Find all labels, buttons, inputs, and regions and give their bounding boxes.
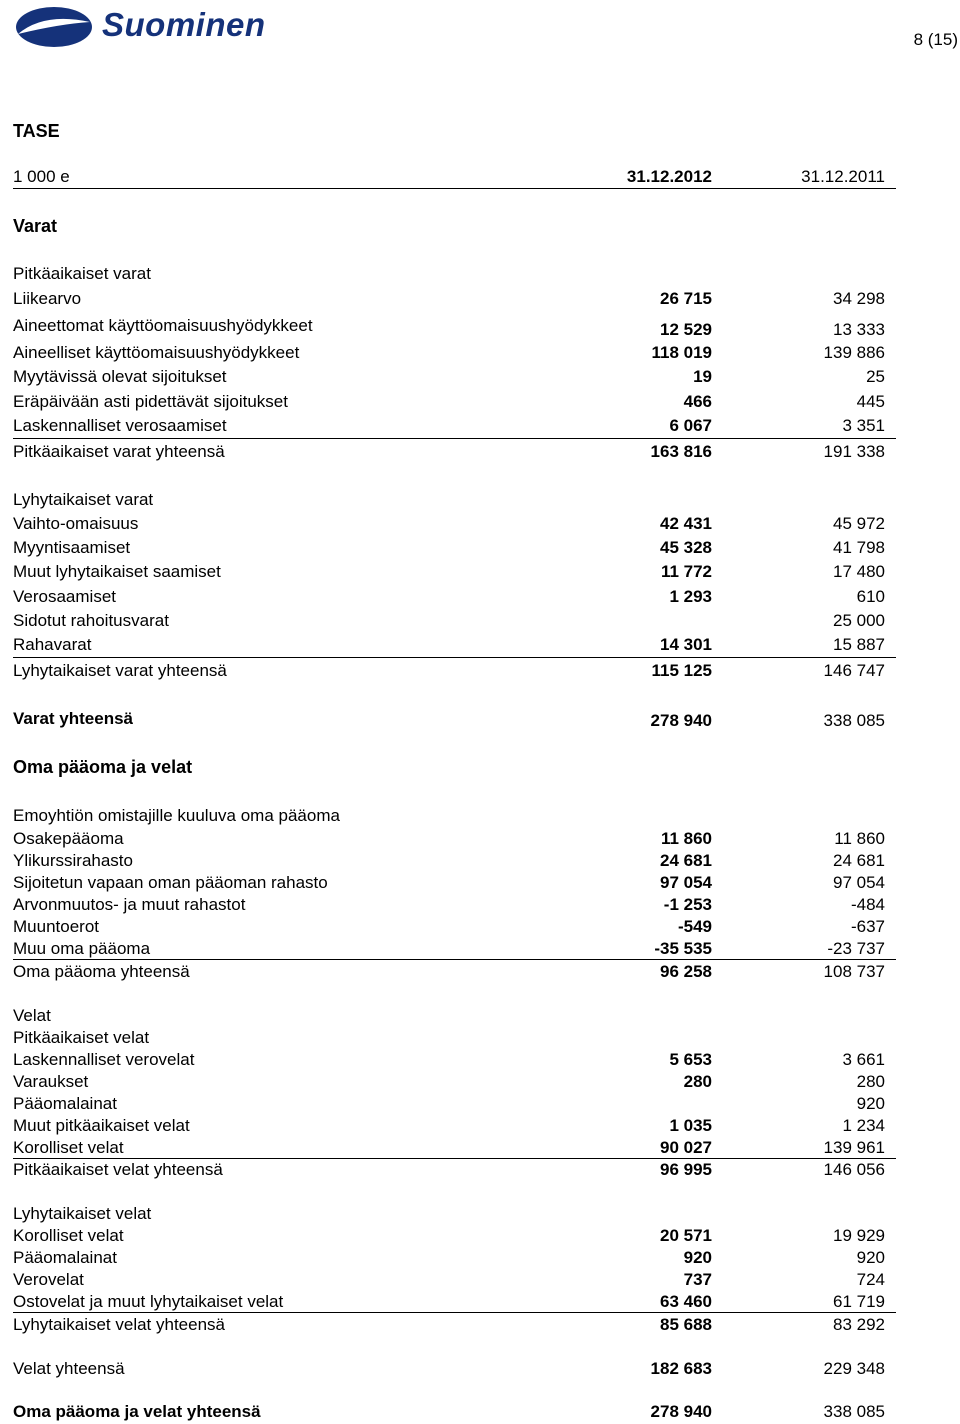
- value-2011: 24 681: [833, 851, 885, 870]
- value-2011: 920: [856, 1094, 885, 1113]
- table-row: [13, 316, 896, 338]
- section-label: Velat: [13, 1006, 51, 1025]
- value-2012: 24 681: [660, 851, 712, 870]
- row-label: Muut pitkäaikaiset velat: [13, 1116, 190, 1135]
- section-velat: [13, 1006, 896, 1028]
- subtotal-rule: [13, 1312, 896, 1313]
- table-row: [13, 1050, 896, 1072]
- table-row: [13, 873, 896, 895]
- section-emoyhtio: [13, 806, 896, 828]
- value-2011: 15 887: [833, 635, 885, 654]
- section-label: Lyhytaikaiset varat: [13, 490, 154, 509]
- value-2011: 3 661: [842, 1050, 885, 1069]
- table-row: [13, 611, 896, 633]
- row-label: Varaukset: [13, 1072, 89, 1091]
- table-row: [13, 538, 896, 560]
- table-row: [13, 1270, 896, 1292]
- column-header: [13, 167, 896, 189]
- table-row: [13, 829, 896, 851]
- table-row: [13, 851, 896, 873]
- value-2011: 25 000: [833, 611, 885, 630]
- value-2012: 737: [683, 1270, 712, 1289]
- table-row: [13, 939, 896, 961]
- row-label: Laskennalliset verosaamiset: [13, 416, 227, 435]
- table-row: [13, 562, 896, 584]
- value-2012: 26 715: [660, 289, 712, 308]
- table-row-total: [13, 709, 896, 731]
- row-label: Korolliset velat: [13, 1138, 124, 1157]
- row-label: Laskennalliset verovelat: [13, 1050, 195, 1069]
- table-row: [13, 416, 896, 438]
- table-row: [13, 635, 896, 657]
- value-2012: 280: [683, 1072, 712, 1091]
- brand-name: Suominen: [102, 6, 266, 43]
- value-2011: 13 333: [833, 320, 885, 339]
- row-label: Aineettomat käyttöomaisuushyödykkeet: [13, 316, 313, 335]
- logo-swoosh-icon: [14, 4, 94, 50]
- row-label: Lyhytaikaiset velat yhteensä: [13, 1315, 225, 1334]
- row-label: Pääomalainat: [13, 1248, 117, 1267]
- value-2011: 11 860: [834, 829, 885, 848]
- value-2012: 118 019: [651, 343, 712, 362]
- table-row: [13, 1116, 896, 1138]
- value-2011: 139 886: [823, 343, 885, 362]
- row-label: Rahavarat: [13, 635, 92, 654]
- row-label: Muu oma pääoma: [13, 939, 151, 958]
- value-2011: 17 480: [833, 562, 885, 581]
- section-label: Emoyhtiön omistajille kuuluva oma pääoma: [13, 806, 340, 825]
- row-label: Verosaamiset: [13, 587, 116, 606]
- table-row-subtotal: [13, 1315, 896, 1337]
- row-label: Sidotut rahoitusvarat: [13, 611, 169, 630]
- value-2011: 3 351: [842, 416, 885, 435]
- value-2011: 41 798: [833, 538, 885, 557]
- table-row: [13, 1094, 896, 1116]
- value-2011: 610: [856, 587, 885, 606]
- value-2011: 146 056: [823, 1160, 885, 1179]
- col-2012-header: 31.12.2012: [626, 167, 712, 186]
- value-2011: 724: [856, 1270, 885, 1289]
- row-label: Eräpäivään asti pidettävät sijoitukset: [13, 392, 288, 411]
- table-row-grand-total: [13, 1402, 896, 1424]
- value-2012: 12 529: [660, 320, 712, 339]
- value-2012: 63 460: [660, 1292, 712, 1311]
- value-2012: -35 535: [654, 939, 712, 958]
- row-label: Muuntoerot: [13, 917, 99, 936]
- row-label: Velat yhteensä: [13, 1359, 125, 1378]
- section-varat: Varat: [13, 216, 58, 236]
- value-2012: 96 995: [660, 1160, 712, 1179]
- row-label: Ylikurssirahasto: [13, 851, 133, 870]
- value-2012: 19: [693, 367, 712, 386]
- table-row: [13, 587, 896, 609]
- page-number: 8 (15): [913, 30, 958, 49]
- value-2011: 191 338: [823, 442, 885, 461]
- subtotal-rule: [13, 657, 896, 658]
- value-2012: 278 940: [650, 1402, 712, 1421]
- section-lyhytaikaiset-varat: [13, 490, 896, 512]
- section-label: Lyhytaikaiset velat: [13, 1204, 152, 1223]
- row-label: Osakepääoma: [13, 829, 124, 848]
- section-oma-paaoma-ja-velat: Oma pääoma ja velat: [13, 757, 193, 777]
- table-row-total: [13, 1359, 896, 1381]
- value-2012: 1 293: [669, 587, 712, 606]
- row-label: Ostovelat ja muut lyhytaikaiset velat: [13, 1292, 284, 1311]
- value-2011: 920: [856, 1248, 885, 1267]
- value-2011: 280: [856, 1072, 885, 1091]
- value-2011: 34 298: [833, 289, 885, 308]
- value-2011: 97 054: [833, 873, 885, 892]
- value-2012: 42 431: [660, 514, 712, 533]
- subtotal-rule: [13, 959, 896, 960]
- row-label: Varat yhteensä: [13, 709, 134, 728]
- row-label: Korolliset velat: [13, 1226, 124, 1245]
- value-2012: 96 258: [660, 962, 712, 981]
- value-2011: 338 085: [823, 711, 885, 730]
- section-label: Pitkäaikaiset varat: [13, 264, 151, 283]
- table-row-subtotal: [13, 962, 896, 984]
- page-title: TASE: [13, 121, 60, 141]
- value-2012: 278 940: [650, 711, 712, 730]
- table-row-subtotal: [13, 442, 896, 464]
- value-2012: 45 328: [660, 538, 712, 557]
- suominen-logo: [14, 4, 304, 50]
- unit-label: 1 000 e: [13, 167, 70, 186]
- value-2012: 920: [683, 1248, 712, 1267]
- table-row: [13, 289, 896, 311]
- value-2011: 445: [856, 392, 885, 411]
- table-row: [13, 1226, 896, 1248]
- value-2012: 90 027: [660, 1138, 712, 1157]
- value-2011: 139 961: [823, 1138, 885, 1157]
- value-2012: 11 772: [660, 562, 712, 581]
- value-2012: -549: [677, 917, 712, 936]
- row-label: Muut lyhytaikaiset saamiset: [13, 562, 221, 581]
- row-label: Vaihto-omaisuus: [13, 514, 139, 533]
- value-2011: 25: [866, 367, 885, 386]
- value-2012: 20 571: [660, 1226, 712, 1245]
- table-row: [13, 392, 896, 414]
- row-label: Verovelat: [13, 1270, 84, 1289]
- value-2012: 6 067: [669, 416, 712, 435]
- table-row: [13, 367, 896, 389]
- row-label: Oma pääoma ja velat yhteensä: [13, 1402, 261, 1421]
- value-2012: 163 816: [650, 442, 712, 461]
- row-label: Oma pääoma yhteensä: [13, 962, 190, 981]
- value-2011: 229 348: [823, 1359, 885, 1378]
- table-row: [13, 1292, 896, 1314]
- value-2012: 14 301: [660, 635, 712, 654]
- value-2012: 466: [683, 392, 712, 411]
- value-2011: 1 234: [842, 1116, 885, 1135]
- value-2011: 19 929: [833, 1226, 885, 1245]
- value-2012: 115 125: [651, 661, 712, 680]
- header-rule: [13, 188, 896, 189]
- value-2012: 85 688: [660, 1315, 712, 1334]
- value-2011: 45 972: [833, 514, 885, 533]
- value-2012: 97 054: [660, 873, 712, 892]
- subtotal-rule: [13, 438, 896, 439]
- table-row: [13, 1248, 896, 1270]
- col-2011-header: 31.12.2011: [801, 167, 885, 186]
- value-2011: 108 737: [823, 962, 885, 981]
- value-2012: 5 653: [669, 1050, 712, 1069]
- value-2012: 1 035: [669, 1116, 712, 1135]
- table-row: [13, 917, 896, 939]
- value-2011: 146 747: [823, 661, 885, 680]
- row-label: Pitkäaikaiset varat yhteensä: [13, 442, 225, 461]
- row-label: Lyhytaikaiset varat yhteensä: [13, 661, 227, 680]
- row-label: Pitkäaikaiset velat yhteensä: [13, 1160, 223, 1179]
- value-2011: 83 292: [833, 1315, 885, 1334]
- section-pitkaaikaiset-velat: [13, 1028, 896, 1050]
- value-2011: -637: [850, 917, 885, 936]
- value-2011: -23 737: [827, 939, 885, 958]
- table-row: [13, 895, 896, 917]
- value-2011: -484: [850, 895, 885, 914]
- section-lyhytaikaiset-velat: [13, 1204, 896, 1226]
- subtotal-rule: [13, 1158, 896, 1159]
- section-label: Pitkäaikaiset velat: [13, 1028, 150, 1047]
- table-row: [13, 514, 896, 536]
- value-2012: 11 860: [660, 829, 712, 848]
- table-row: [13, 343, 896, 365]
- row-label: Sijoitetun vapaan oman pääoman rahasto: [13, 873, 328, 892]
- table-row-subtotal: [13, 661, 896, 683]
- row-label: Arvonmuutos- ja muut rahastot: [13, 895, 246, 914]
- table-row: [13, 1072, 896, 1094]
- value-2012: 182 683: [650, 1359, 712, 1378]
- value-2011: 338 085: [823, 1402, 885, 1421]
- value-2011: 61 719: [833, 1292, 885, 1311]
- row-label: Liikearvo: [13, 289, 82, 308]
- row-label: Myytävissä olevat sijoitukset: [13, 367, 227, 386]
- table-row: [13, 1138, 896, 1160]
- row-label: Myyntisaamiset: [13, 538, 131, 557]
- table-row-subtotal: [13, 1160, 896, 1182]
- row-label: Aineelliset käyttöomaisuushyödykkeet: [13, 343, 300, 362]
- value-2012: -1 253: [663, 895, 712, 914]
- section-pitkaaikaiset-varat: [13, 264, 896, 286]
- row-label: Pääomalainat: [13, 1094, 117, 1113]
